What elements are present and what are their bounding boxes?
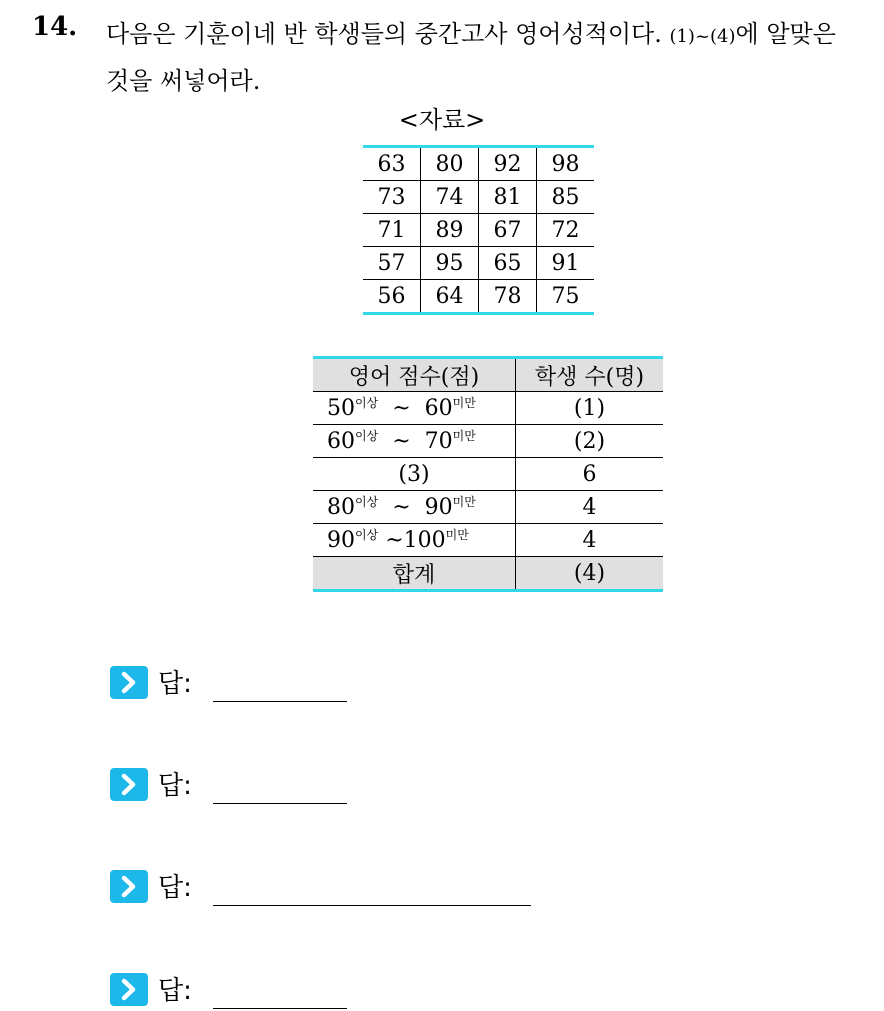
table-row <box>313 491 663 524</box>
table-row <box>313 392 663 425</box>
data-cell: 80 <box>421 147 479 181</box>
answer-label: 답: <box>158 669 192 699</box>
data-table <box>363 145 594 315</box>
header-score: 영어 점수(점) <box>313 358 516 392</box>
score-range: $90^{이상}$ $\sim 100^{미만}$ <box>313 524 516 557</box>
student-count: 4 <box>516 524 664 557</box>
answer-label: 답: <box>158 976 192 1006</box>
table-row <box>363 280 594 314</box>
table-row <box>313 458 663 491</box>
score-range: $80^{이상}$ ~ $90^{미만}$ <box>313 491 516 524</box>
data-cell: 71 <box>363 214 421 247</box>
frequency-table <box>313 356 663 592</box>
chevron-right-icon <box>110 666 148 699</box>
data-cell: 56 <box>363 280 421 314</box>
data-cell: 63 <box>363 147 421 181</box>
question-text <box>106 12 866 103</box>
question-text-part1: 다음은 기훈이네 반 학생들의 중간고사 영어성적이다. <box>106 20 670 48</box>
total-label: 합계 <box>313 557 516 591</box>
answer-blank[interactable] <box>213 803 347 804</box>
data-cell: 95 <box>421 247 479 280</box>
question-number: 14. <box>32 12 78 42</box>
question-marker: (1)~(4) <box>669 26 736 47</box>
total-row <box>313 557 663 591</box>
data-cell: 98 <box>537 147 595 181</box>
data-title: <자료> <box>398 106 486 134</box>
data-cell: 75 <box>537 280 595 314</box>
table-row <box>363 147 594 181</box>
data-cell: 72 <box>537 214 595 247</box>
student-count: (2) <box>516 425 664 458</box>
data-cell: 91 <box>537 247 595 280</box>
table-row <box>363 214 594 247</box>
question-text-part2: 에 알맞은 것을 써넣어라. <box>106 20 836 95</box>
answer-label: 답: <box>158 771 192 801</box>
student-count: 4 <box>516 491 664 524</box>
data-cell: 74 <box>421 181 479 214</box>
student-count: (1) <box>516 392 664 425</box>
answer-blank[interactable] <box>213 701 347 702</box>
data-cell: 57 <box>363 247 421 280</box>
score-range: (3) <box>313 458 516 491</box>
chevron-right-icon <box>110 768 148 801</box>
answer-blank[interactable] <box>213 1008 347 1009</box>
data-cell: 92 <box>479 147 537 181</box>
chevron-right-icon <box>110 973 148 1006</box>
answer-blank[interactable] <box>213 905 531 906</box>
student-count: 6 <box>516 458 664 491</box>
table-header-row <box>313 358 663 392</box>
table-row <box>363 181 594 214</box>
table-row <box>313 524 663 557</box>
score-range: $50^{이상}$ ~ $60^{미만}$ <box>313 392 516 425</box>
score-range: $60^{이상}$ ~ $70^{미만}$ <box>313 425 516 458</box>
header-count: 학생 수(명) <box>516 358 664 392</box>
data-cell: 89 <box>421 214 479 247</box>
data-cell: 81 <box>479 181 537 214</box>
table-row <box>313 425 663 458</box>
data-cell: 85 <box>537 181 595 214</box>
answer-label: 답: <box>158 873 192 903</box>
table-row <box>363 247 594 280</box>
data-cell: 78 <box>479 280 537 314</box>
data-cell: 64 <box>421 280 479 314</box>
data-cell: 73 <box>363 181 421 214</box>
data-cell: 67 <box>479 214 537 247</box>
total-count: (4) <box>516 557 664 591</box>
chevron-right-icon <box>110 870 148 903</box>
data-cell: 65 <box>479 247 537 280</box>
